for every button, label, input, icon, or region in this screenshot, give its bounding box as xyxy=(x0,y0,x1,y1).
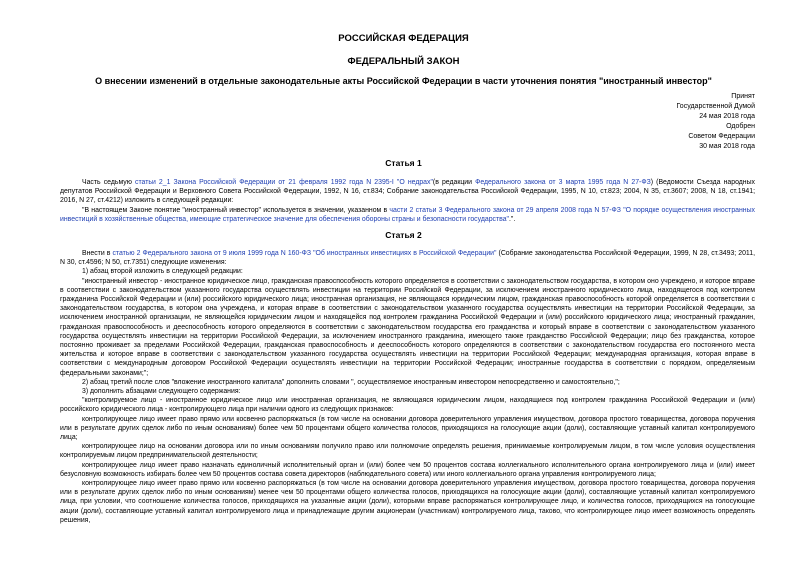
article-2-paragraph xyxy=(60,249,755,267)
article-2-paragraph: контролирующее лицо имеет право прямо или косвенно распоряжаться (в том числе на основании договора доверительного управления имуществом, договора простого товарищества, договора поручения или в результате других сделок либо по иным основаниям) менее чем 50 процентами общего количества голосов, приходящихся на голосующие акции (доли), составляющие уставный капитал контролируемого лица, при условии, что соотношение количества голосов, приходящихся на указанные акции (доли), которыми вправе распоряжаться контролирующее лицо, и количества голосов, приходящихся на голосующие акции (доли), составляющие уставный капитал контролируемого лица и принадлежащие другим акционерам (участникам) контролируемого лица, таково, что контролирующее лицо имеет возможность определять решения, xyxy=(60,480,755,524)
law-link[interactable]: части 2 статьи 3 Федерального закона от 29 апреля 2008 года N 57-ФЗ "О порядке осуществления иностранных инвестиций в хозяйственные общества, имеющие стратегическое значение для обеспечения обороны страны и безопасности государства" xyxy=(60,206,755,223)
text-run: ) (Ведомости Съезда народных депутатов Российской Федерации и Верховного Совета Российской Федерации, 1992, N 16, ст.834; Собрание законодательства Российской Федерации, 1995, N 10, ст.823; 2004, N 35, ст.3607; 2008, N 18, ст.1941; 2016, N 27, ст.4212) изложить в следующей редакции: xyxy=(60,179,755,205)
document-law-type: ФЕДЕРАЛЬНЫЙ ЗАКОН xyxy=(347,56,460,67)
text-run: "В настоящем Законе понятие "иностранный инвестор" используется в значении, указанном в xyxy=(82,206,390,214)
article-2-paragraph: контролирующее лицо имеет право прямо или косвенно распоряжаться (в том числе на основании договора доверительного управления имуществом, договора простого товарищества, договора поручения или в результате других сделок либо по иным основаниям) более чем 50 процентами общего количества голосов, приходящихся на голосующие акции (доли), составляющие уставный капитал контролируемого лица; xyxy=(60,415,755,442)
article-1-paragraph xyxy=(60,178,755,206)
adoption-line: Принят xyxy=(731,93,755,100)
text-run: Внести в xyxy=(82,250,113,257)
adoption-line: 24 мая 2018 года xyxy=(699,113,755,120)
adoption-info xyxy=(555,92,755,152)
adoption-line: Одобрен xyxy=(726,123,755,130)
article-2-paragraph: 3) дополнить абзацами следующего содержания: xyxy=(82,388,241,396)
article-2-heading: Статья 2 xyxy=(385,230,422,240)
article-1-body xyxy=(60,178,755,224)
article-2-paragraph: контролирующее лицо имеет право назначать единоличный исполнительный орган и (или) более чем 50 процентов состава коллегиального исполнительного органа контролируемого лица и (или) имеет безусловную возможность избирать более чем 50 процентов состава совета директоров (наблюдательного совета) или иного коллегиального органа управления контролируемого лица; xyxy=(60,461,755,478)
adoption-line: Советом Федерации xyxy=(688,133,755,140)
adoption-line: 30 мая 2018 года xyxy=(699,143,755,150)
article-2-paragraph: "контролируемое лицо - иностранное юридическое лицо или иностранная организация, не являющаяся юридическим лицом, находящиеся под контролем гражданина Российской Федерации и (или) российского юридического лица - контролирующего лица при наличии одного из следующих признаков: xyxy=(60,397,755,414)
law-link[interactable]: статьи 2_1 Закона Российской Федерации от 21 февраля 1992 года N 2395-I "О недрах" xyxy=(135,179,433,186)
article-1-paragraph xyxy=(60,206,755,224)
text-run: .". xyxy=(509,215,516,223)
article-2-paragraph: 1) абзац второй изложить в следующей редакции: xyxy=(82,268,243,276)
adoption-line: Государственной Думой xyxy=(676,103,755,110)
law-link[interactable]: Федерального закона от 3 марта 1995 года N 27-ФЗ xyxy=(475,179,651,186)
article-2-paragraph: контролирующее лицо на основании договора или по иным основаниям получило право или полномочие определять решения, принимаемые контролируемым лицом, в том числе условия осуществления контролируемым лицом предпринимательской деятельности; xyxy=(60,443,755,460)
article-2-paragraph: "иностранный инвестор - иностранное юридическое лицо, гражданская правоспособность которого определяется в соответствии с законодательством государства, в котором оно учреждено, и которое вправе в соответствии с законодательством указанного государства осуществлять инвестиции на территории Российской Федерации, за исключением иностранного юридического лица, находящегося под контролем гражданина Российской Федерации и (или) российского юридического лица; иностранная организация, не являющаяся юридическим лицом, гражданская правоспособность которой определяется в соответствии с законодательством государства, в котором она учреждена, и которая вправе в соответствии с законодательством указанного государства осуществлять инвестиции на территории Российской Федерации, за исключением иностранной организации, не являющейся юридическим лицом и находящейся под контролем гражданина Российской Федерации и (или) российского юридического лица; иностранный гражданин, гражданская правоспособность и дееспособность которого определяются в соответствии с законодательством государства его гражданства и который вправе в соответствии с законодательством указанного государства осуществлять инвестиции на территории Российской Федерации, за исключением иностранного гражданина, имеющего также гражданство Российской Федерации; лицо без гражданства, которое постоянно проживает за пределами Российской Федерации, гражданская правоспособность и дееспособность которого определяются в соответствии с законодательством государства его постоянного места жительства и которое вправе в соответствии с законодательством указанного государства осуществлять инвестиции на территории Российской Федерации; международная организация, которая вправе в соответствии с международным договором Российской Федерации осуществлять инвестиции на территории Российской Федерации; иностранные государства в соответствии с порядком, определяемым федеральными законами;"; xyxy=(60,277,755,377)
document-title: О внесении изменений в отдельные законодательные акты Российской Федерации в части уточнения понятия "иностранный инвестор" xyxy=(95,76,712,86)
document-country-heading: РОССИЙСКАЯ ФЕДЕРАЦИЯ xyxy=(338,33,469,44)
text-run: Часть седьмую xyxy=(82,179,135,186)
text-run: (Собрание законодательства Российской Федерации, 1999, N 28, ст.3493; 2011, N 30, ст.4596; N 50, ст.7351) следующие изменения: xyxy=(60,250,755,267)
article-2-paragraph: 2) абзац третий после слов "вложение иностранного капитала" дополнить словами ", осуществляемое иностранным инвестором непосредственно и самостоятельно,"; xyxy=(82,378,620,386)
text-run: (в редакции xyxy=(432,179,476,186)
article-1-heading: Статья 1 xyxy=(385,158,422,168)
article-2-body xyxy=(60,249,755,525)
law-link[interactable]: статью 2 Федерального закона от 9 июля 1999 года N 160-ФЗ "Об иностранных инвестициях в Российской Федерации" xyxy=(112,250,497,257)
